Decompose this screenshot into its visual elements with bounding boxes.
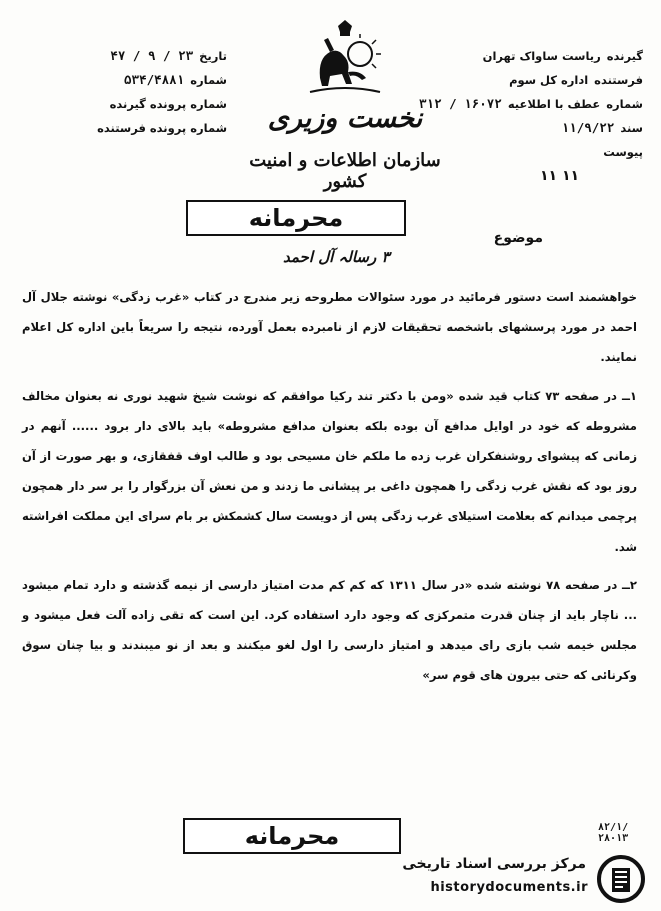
sender-label: فرستنده — [594, 73, 643, 87]
case-recipient-label: شماره پرونده گیرنده — [109, 97, 227, 111]
number-value: ۵۳۴/۴۸۸۱ — [124, 72, 185, 87]
subject-label: موضوع — [493, 230, 543, 246]
classification-stamp-bottom: محرمانه — [183, 818, 401, 854]
classification-stamp-top: محرمانه — [186, 200, 406, 236]
letter-body — [22, 282, 637, 691]
number-label: شماره — [190, 73, 227, 87]
attachment-label: پیوست — [603, 145, 643, 159]
ref-note-3: ۱۱/۹/۲۲ — [561, 120, 615, 135]
number-row — [22, 68, 227, 92]
body-paragraph-item-2: ۲ــ در صفحه ۷۸ نوشته شده «در سال ۱۳۱۱ که کم کم مدت امتیاز دارسی از نیمه گذشته و دارد تمام میشود ... ناچار باید از چنان قدرت متمرکزی که وجود دارد استفاده کرد. این است که تقی زاده آلت فعل میشود و مجلس خیمه شب بازی رای میدهد و امتیاز دارسی را اول لغو میکنند و بعد از نو میبندند و بیا چنان سوق وکرنائی که حتی بیرون های قوم سر» — [22, 577, 637, 683]
sender-value: اداره کل سوم — [509, 73, 589, 87]
org-title-secondary: سازمان اطلاعات و امنیت کشور — [249, 150, 441, 192]
watermark-title: مرکز بررسی اسناد تاریخی — [402, 856, 586, 872]
recipient-label: گیرنده — [606, 49, 643, 63]
ref-note-row — [413, 116, 643, 140]
org-title-primary: نخست وزیری — [267, 103, 423, 134]
body-paragraph-item-1: ۱ــ در صفحه ۷۳ کتاب قید شده «ومن با دکتر تند رکیا موافقم که نوشت شیخ شهید نوری نه بعنوان مخالف مشروطه که خود در اوایل مدافع آن بوده بلکه بعنوان مدافع مشروطه» باید بالای دار برود ...... آنهم در زمانی که پیشوای روشنفکران غرب زده ما ملکم خان مسیحی بود و طالب اوف قفقازی، و بهر صورت از آن روز بود که نقش غرب زدگی را همچون داغی بر پیشانی ما زدند و من نعش آن بزرگوار را بر سر دار همچون پرچمی میدانم که بعلامت استیلای غرب زدگی پس از دویست سال کشمکش بر بام سرای این مملکت افراشته شد. — [22, 388, 637, 554]
corner-note: ۸۲/۱/ ۲۸۰۱۳ — [598, 822, 629, 844]
archive-logo-icon — [596, 854, 646, 904]
handwritten-mark: ۱۱ ۱۱ — [540, 168, 580, 184]
watermark — [372, 852, 650, 904]
ref-number-label: شماره — [606, 97, 643, 111]
case-sender-row — [22, 116, 227, 140]
subject-value: ۳ رسالہ آل احمد — [283, 248, 390, 266]
case-recipient-row — [22, 92, 227, 116]
ref-note-1: عطف با اطلاعیه — [507, 97, 601, 111]
recipient-value: ریاست ساواک تهران — [482, 49, 601, 63]
body-paragraph-intro: خواهشمند است دستور فرمائید در مورد سئوالات مطروحه زیر مندرج در کتاب «غرب زدگی» نوشته جلال آل احمد در مورد پرسشهای باشخصه تحقیقات لازم از نامبرده بعمل آورده، نتیجه را سریعاً باین اداره کل اعلام نمایند. — [22, 290, 637, 365]
date-row — [22, 44, 227, 68]
sender-row — [413, 68, 643, 92]
recipient-row — [413, 44, 643, 68]
case-sender-label: شماره پرونده فرستنده — [97, 121, 227, 135]
date-value: ۲۳ / ۹ / ۴۷ — [110, 48, 194, 63]
date-label: تاریخ — [199, 49, 227, 63]
header-left — [22, 44, 227, 140]
ref-note-2: سند — [620, 121, 643, 135]
watermark-url: historydocuments.ir — [430, 880, 588, 895]
lion-sun-emblem-icon — [300, 18, 390, 98]
ref-number-value: ۱۶۰۷۲ / ۳۱۲ — [419, 96, 502, 111]
header-right — [413, 44, 643, 164]
ref-number-row — [413, 92, 643, 116]
